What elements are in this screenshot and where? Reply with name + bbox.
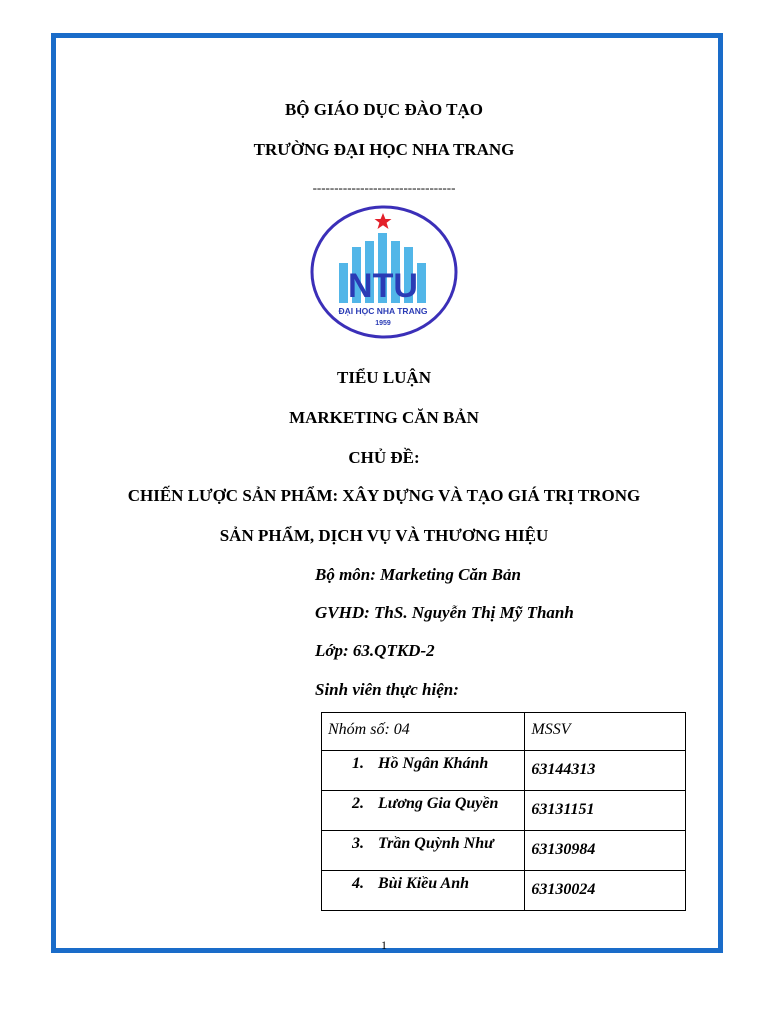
subject-info: Bộ môn: Marketing Căn Bản (315, 565, 521, 584)
student-id-cell: 63130984 (525, 831, 686, 871)
student-name-cell: 3. Trần Quỳnh Như (322, 831, 525, 871)
class-info: Lớp: 63.QTKD-2 (315, 641, 435, 660)
group-header-cell: Nhóm số: 04 (322, 713, 525, 751)
topic-line-2: SẢN PHẨM, DỊCH VỤ VÀ THƯƠNG HIỆU (219, 526, 549, 545)
table-row (322, 871, 686, 911)
logo-year: 1959 (375, 320, 391, 327)
table-header-row (322, 713, 686, 751)
members-table (321, 712, 686, 911)
logo-name: ĐẠI HỌC NHA TRANG (338, 306, 428, 316)
document-type: TIỂU LUẬN (337, 368, 431, 387)
table-row (322, 751, 686, 791)
topic-line-1: CHIẾN LƯỢC SẢN PHẨM: XÂY DỰNG VÀ TẠO GIÁ TRỊ TRONG (127, 486, 641, 505)
university-heading: TRƯỜNG ĐẠI HỌC NHA TRANG (253, 140, 515, 159)
student-id-cell: 63131151 (525, 791, 686, 831)
student-name-cell: 4. Bùi Kiều Anh (322, 871, 525, 911)
student-id-cell: 63144313 (525, 751, 686, 791)
course-title: MARKETING CĂN BẢN (289, 408, 479, 427)
student-id-cell: 63130024 (525, 871, 686, 911)
student-name-cell: 1. Hồ Ngân Khánh (322, 751, 525, 791)
student-name-cell: 2. Lương Gia Quyền (322, 791, 525, 831)
advisor-info: GVHD: ThS. Nguyễn Thị Mỹ Thanh (315, 603, 574, 622)
table-row (322, 831, 686, 871)
logo-initials: NTU (348, 267, 418, 305)
page-number: 1 (381, 938, 387, 952)
table-row (322, 791, 686, 831)
header-divider: --------------------------------- (312, 180, 456, 195)
ntu-logo (309, 205, 459, 340)
mssv-header-cell: MSSV (525, 713, 686, 751)
students-label: Sinh viên thực hiện: (315, 680, 459, 699)
ministry-heading: BỘ GIÁO DỤC ĐÀO TẠO (284, 100, 484, 119)
topic-label: CHỦ ĐỀ: (348, 448, 420, 467)
